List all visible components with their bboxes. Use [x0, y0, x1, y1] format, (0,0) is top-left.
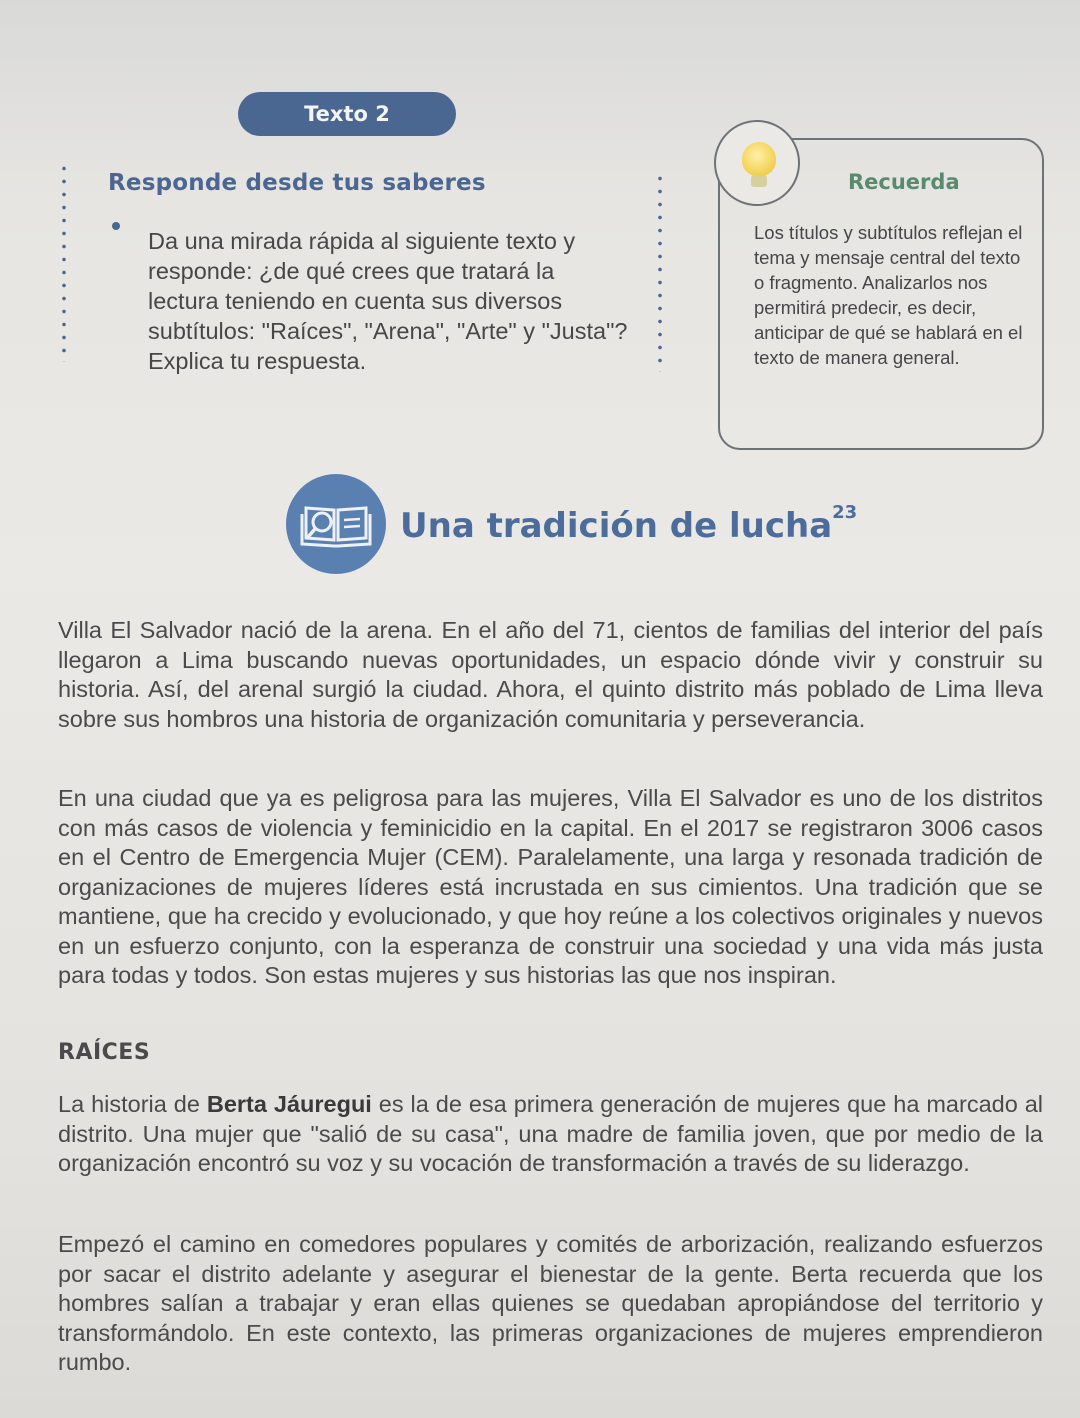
person-name: Berta Jáuregui	[206, 1091, 372, 1117]
paragraph-3-start: La historia de	[58, 1091, 207, 1117]
dotted-divider-left	[62, 162, 66, 362]
lightbulb-base-icon	[751, 175, 767, 187]
reading-book-icon	[286, 474, 386, 574]
texto-label-pill: Texto 2	[238, 92, 456, 136]
paragraph-2: En una ciudad que ya es peligrosa para las mujeres, Villa El Salvador es uno de los distritos con más casos de violencia y feminicidio en la capital. En el 2017 se registraron 3006 casos en el Centro de Emergencia Mujer (CEM). Paralelamente, una larga y resonada tradición de organizaciones de mujeres líderes está incrustada en sus cimientos. Una tradición que se mantiene, que ha crecido y evolucionado, y que hoy reúne a los colectivos originales y nuevos en un esfuerzo conjunto, con la esperanza de construir una sociedad y una vida más justa para todas y todos. Son estas mujeres y sus historias las que nos inspiran.	[58, 785, 1043, 988]
dotted-divider-middle	[658, 172, 662, 372]
paragraph-3	[58, 1090, 1043, 1179]
task-title: Responde desde tus saberes	[108, 170, 486, 196]
recuerda-text: Los títulos y subtítulos reflejan el tema y mensaje central del texto o fragmento. Analizarlos nos permitirá predecir, es decir, anticipar de qué se hablará en el texto de manera general.	[754, 222, 1023, 368]
recuerda-title: Recuerda	[848, 170, 960, 194]
paragraph-3-end: es la de esa primera generación de mujeres que ha marcado al distrito. Una mujer que "salió de su casa", una madre de familia joven, que por medio de la organización encontró su voz y su vocación de transformación a través de su liderazgo.	[58, 1091, 1044, 1176]
paragraph-4: Empezó el camino en comedores populares y comités de arborización, realizando esfuerzos por sacar el distrito adelante y asegurar el bienestar de la gente. Berta recuerda que los hombres salían a trabajar y eran ellas quienes se quedaban apropiándose del territorio y transformándolo. En este contexto, las primeras organizaciones de mujeres emprendieron rumbo.	[58, 1231, 1043, 1375]
subheading-raices: RAÍCES	[58, 1040, 151, 1065]
paragraph-1: Villa El Salvador nació de la arena. En el año del 71, cientos de familias del interior del país llegaron a Lima buscando nuevas oportunidades, un espacio dónde vivir y construir su historia. Así, del arenal surgió la ciudad. Ahora, el quinto distrito más poblado de Lima lleva sobre sus hombros una historia de organización comunitaria y perseverancia.	[58, 617, 1043, 732]
bullet-dot-icon	[112, 222, 120, 230]
lightbulb-icon	[742, 142, 776, 176]
reading-book-icon-graphic	[286, 474, 386, 574]
footnote-marker: 23	[832, 502, 858, 523]
reading-title	[400, 502, 858, 546]
reading-title-text: Una tradición de lucha	[400, 506, 833, 546]
task-question: Da una mirada rápida al siguiente texto y responde: ¿de qué crees que tratará la lectura teniendo en cuenta sus diversos subtítulos: "Raíces", "Arena", "Arte" y "Justa"? Explica tu respuesta.	[148, 228, 628, 374]
